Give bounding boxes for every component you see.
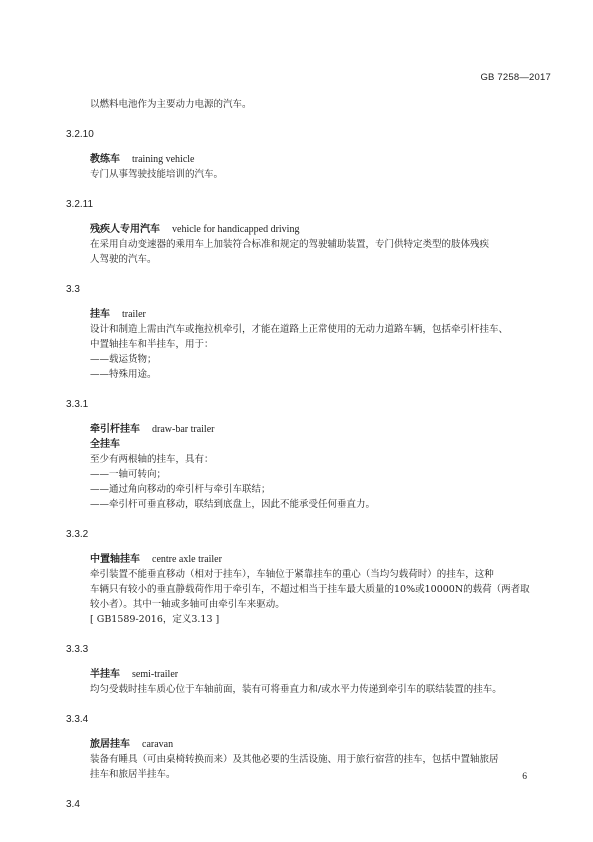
term-en: draw-bar trailer (152, 424, 215, 435)
term-zh: 旅居挂车 (90, 739, 130, 750)
term-zh: 挂车 (90, 309, 110, 320)
term-en: training vehicle (132, 154, 195, 165)
clause-number-3-2-10: 3.2.10 (66, 129, 94, 140)
document-number-header: GB 7258—2017 (480, 72, 551, 83)
definition-text-line-2: 挂车和旅居半挂车。 (90, 769, 176, 780)
clause-number-3-4: 3.4 (66, 799, 80, 810)
reference-citation: [ GB1589-2016，定义3.13 ] (90, 614, 220, 625)
clause-number-3-3-3: 3.3.3 (66, 644, 89, 655)
term-heading-caravan (66, 737, 552, 752)
definition-text-line-2: 人驾驶的汽车。 (90, 254, 157, 265)
definition-text: 至少有两根轴的挂车，具有： (90, 454, 214, 465)
continuation-text: 以燃料电池作为主要动力电源的汽车。 (90, 99, 252, 110)
definition-text: 均匀受载时挂车质心位于车轴前面，装有可将垂直力和/或水平力传递到牵引车的联结装置的挂车。 (90, 684, 502, 695)
term-zh: 牵引杆挂车 (90, 424, 140, 435)
definition-text-line-1: 在采用自动变速器的乘用车上加装符合标准和规定的驾驶辅助装置，专门供特定类型的肢体残疾 (90, 239, 490, 250)
clause-number-3-3-4: 3.3.4 (66, 714, 89, 725)
definition-text-line-2: 车辆只有较小的垂直静载荷作用于牵引车，不超过相当于挂车最大质量的10%或10000N的载荷（两者取 (90, 584, 530, 595)
term-en: trailer (122, 309, 146, 320)
clause-number-3-3: 3.3 (66, 284, 80, 295)
term-heading-trailer (66, 307, 552, 322)
clause-number-3-3-1: 3.3.1 (66, 399, 89, 410)
term-zh: 中置轴挂车 (90, 554, 140, 565)
term-heading-alternate (66, 437, 552, 452)
term-zh-alt: 全挂车 (90, 439, 120, 450)
term-en: vehicle for handicapped driving (172, 224, 300, 235)
list-item: ——通过角向移动的牵引杆与牵引车联结； (90, 484, 271, 495)
list-item: ——一轴可转向； (90, 469, 167, 480)
definition-text: 专门从事驾驶技能培训的汽车。 (90, 169, 224, 180)
definition-text-line-1: 牵引装置不能垂直移动（相对于挂车），车轴位于紧靠挂车的重心（当均匀载荷时）的挂车，这种 (90, 569, 494, 580)
list-item: ——载运货物； (90, 354, 157, 365)
term-heading-semi-trailer (66, 667, 552, 682)
clause-number-3-2-11: 3.2.11 (66, 199, 94, 210)
term-en: centre axle trailer (152, 554, 222, 565)
term-zh: 半挂车 (90, 669, 120, 680)
page-number: 6 (522, 772, 527, 782)
list-item: ——特殊用途。 (90, 369, 157, 380)
term-heading-training-vehicle (66, 152, 552, 167)
definition-text-line-1: 装备有睡具（可由桌椅转换而来）及其他必要的生活设施、用于旅行宿营的挂车，包括中置轴旅居 (90, 754, 499, 765)
term-heading-draw-bar-trailer (66, 422, 552, 437)
definition-text-line-2: 中置轴挂车和半挂车，用于： (90, 339, 214, 350)
definition-text-line-1: 设计和制造上需由汽车或拖拉机牵引，才能在道路上正常使用的无动力道路车辆，包括牵引杆挂车、 (90, 324, 509, 335)
definition-text-line-3: 较小者）。其中一轴或多轴可由牵引车来驱动。 (90, 599, 285, 610)
clause-number-3-3-2: 3.3.2 (66, 529, 89, 540)
term-heading-centre-axle-trailer (66, 552, 552, 567)
document-body (66, 95, 552, 812)
term-en: semi-trailer (132, 669, 179, 680)
list-item: ——牵引杆可垂直移动，联结到底盘上，因此不能承受任何垂直力。 (90, 499, 376, 510)
term-zh: 残疾人专用汽车 (90, 224, 160, 235)
term-en: caravan (142, 739, 174, 750)
term-heading-handicapped-vehicle (66, 222, 552, 237)
term-zh: 教练车 (90, 154, 120, 165)
